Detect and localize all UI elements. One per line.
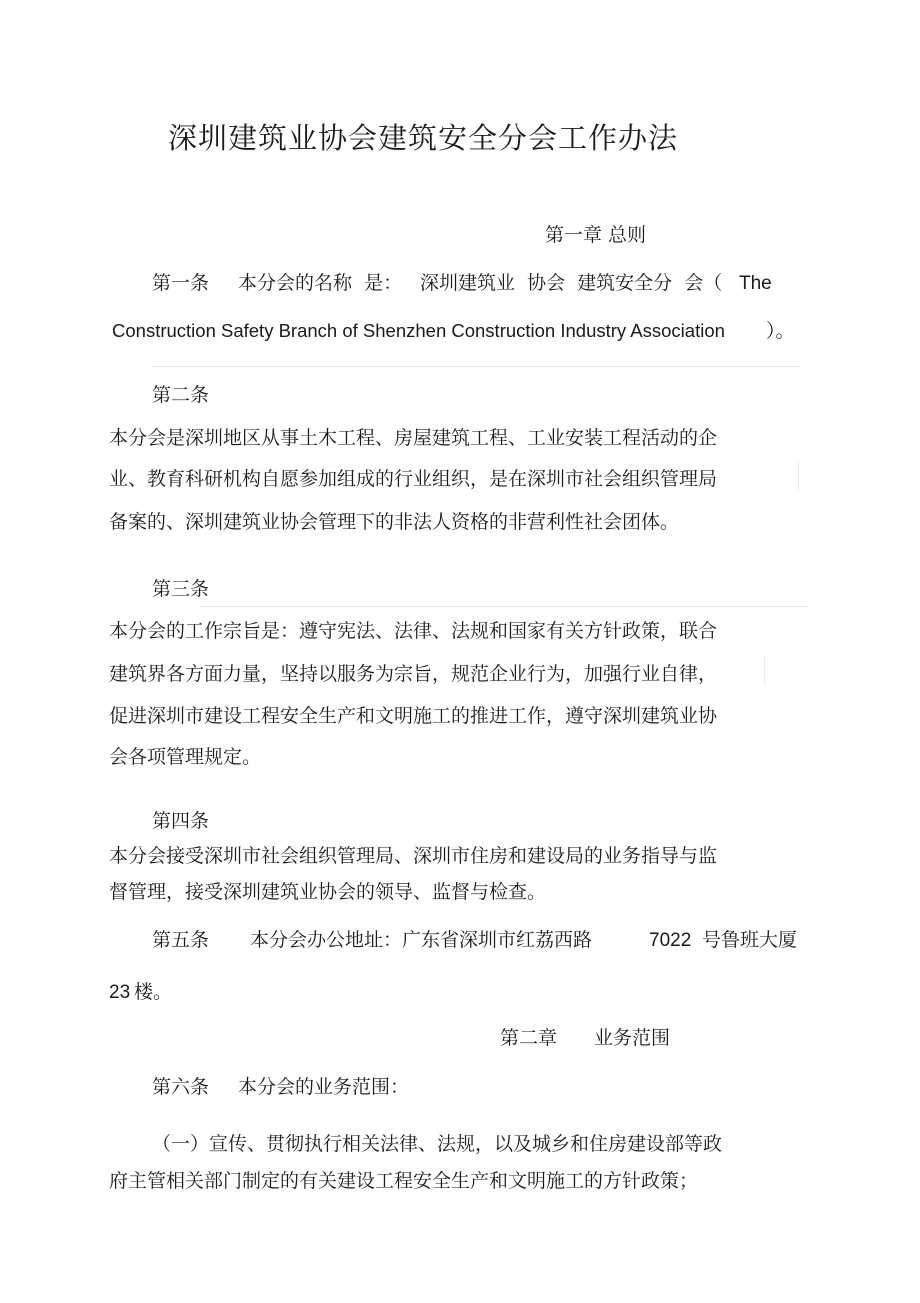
article5-text-b: 号鲁班大厦 [702,929,798,951]
article6-label: 第六条 [152,1076,210,1098]
article1-label: 第一条 [152,272,210,294]
article1-text-a: 本分会的名称 是： [238,272,403,294]
article6-item1-line-2: 府主管相关部门制定的有关建设工程安全生产和文明施工的方针政策； [109,1170,699,1192]
article4-line-1: 本分会接受深圳市社会组织管理局、深圳市住房和建设局的业务指导与监 [109,845,718,867]
article3-label: 第三条 [152,578,210,600]
article3-line-3: 促进深圳市建设工程安全生产和文明施工的推进工作，遵守深圳建筑业协 [109,705,718,727]
article5-floor-num: 23 [109,982,131,1003]
divider [152,366,800,367]
article3-line-4: 会各项管理规定。 [109,746,262,768]
chapter1-heading: 第一章 总则 [545,224,647,246]
article2-line-1: 本分会是深圳地区从事土木工程、房屋建筑工程、工业安装工程活动的企 [109,427,718,449]
chapter2-heading-number: 第二章 [500,1027,558,1049]
chapter2-heading-title: 业务范围 [594,1027,671,1049]
article2-label: 第二条 [152,384,210,406]
divider [200,606,808,607]
article6-item1-line-1: （一）宣传、贯彻执行相关法律、法规，以及城乡和住房建设部等政 [152,1133,723,1155]
document-title: 深圳建筑业协会建筑安全分会工作办法 [168,121,679,155]
article3-line-2: 建筑界各方面力量，坚持以服务为宗旨，规范企业行为，加强行业自律， [109,663,718,685]
article3-line-1: 本分会的工作宗旨是：遵守宪法、法律、法规和国家有关方针政策，联合 [109,620,718,642]
article6-text: 本分会的业务范围： [238,1076,410,1098]
article4-label: 第四条 [152,810,210,832]
article2-line-3: 备案的、深圳建筑业协会管理下的非法人资格的非营利性社会团体。 [109,511,680,533]
article1-text-b: 深圳建筑业 协会 建筑安全分 会（ [420,272,723,294]
article5-text-a: 本分会办公地址：广东省深圳市红荔西路 [250,929,593,951]
divider [798,462,799,490]
article5-number: 7022 [649,930,692,951]
article4-line-2: 督管理，接受深圳建筑业协会的领导、监督与检查。 [109,881,547,903]
article1-text-en1: The [739,273,772,294]
article1-text-end: ）。 [766,320,795,342]
article5-label: 第五条 [152,929,210,951]
article1-text-en2: Construction Safety Branch of Shenzhen Construction Industry Association [112,320,725,341]
article5-floor-text: 楼。 [134,981,173,1003]
divider [764,656,765,684]
article2-line-2: 业、教育科研机构自愿参加组成的行业组织，是在深圳市社会组织管理局 [109,468,718,490]
